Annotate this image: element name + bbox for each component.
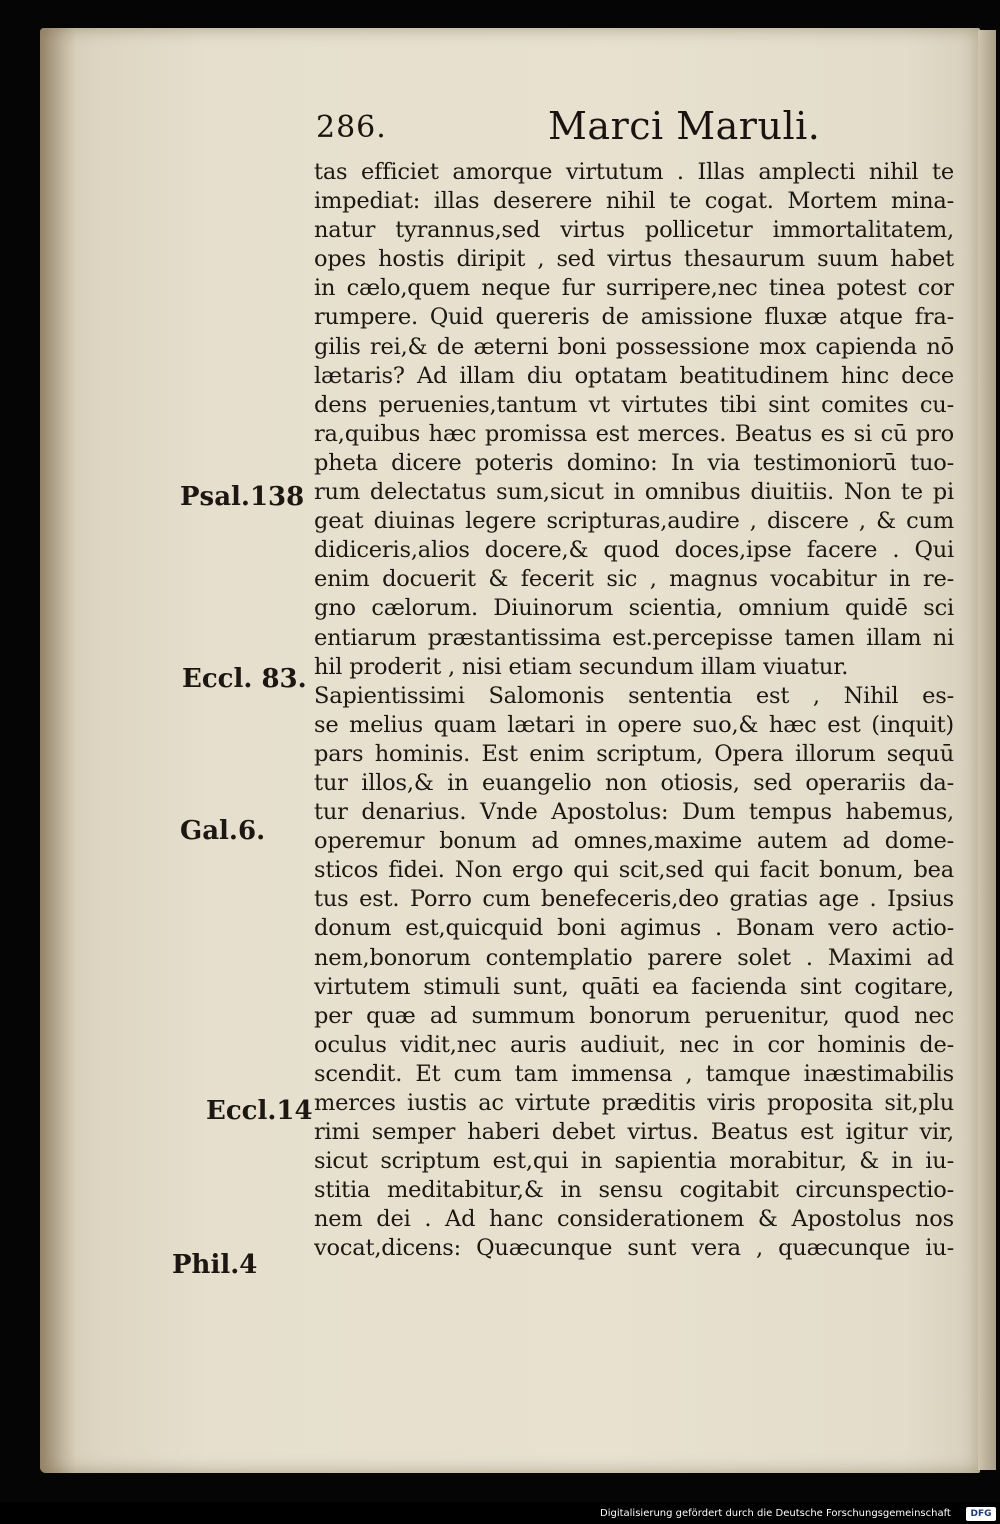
text-line: donum est,quicquid boni agimus . Bonam vero actio- — [314, 915, 954, 942]
text-line: per quæ ad summum bonorum peruenitur, quod nec — [314, 1002, 954, 1029]
text-line: rum delectatus sum,sicut in omnibus diuitiis. Non te pi — [314, 479, 954, 506]
text-line: merces iustis ac virtute præditis viris proposita sit,plu — [314, 1090, 954, 1116]
text-line: sticos fidei. Non ergo qui scit,sed qui facit bonum, bea — [314, 857, 954, 884]
text-line: natur tyrannus,sed virtus pollicetur immortalitatem, — [314, 217, 954, 244]
text-line: entiarum præstantissima est.percepisse tamen illam ni — [314, 624, 954, 651]
page-gutter-shadow — [40, 28, 76, 1473]
text-line: pheta dicere poteris domino: In via testimoniorū tuo- — [314, 449, 954, 476]
page-fore-edge — [978, 30, 996, 1470]
text-line: pars hominis. Est enim scriptum, Opera illorum sequū — [314, 740, 954, 767]
text-line: enim docuerit & fecerit sic , magnus vocabitur in re- — [314, 566, 954, 593]
running-head — [316, 104, 936, 154]
running-title: Marci Maruli. — [548, 104, 821, 148]
text-line: oculus vidit,nec auris audiuit, nec in cor hominis de- — [314, 1031, 954, 1058]
text-line: nem dei . Ad hanc considerationem & Apostolus nos — [314, 1206, 954, 1233]
text-line: gno cælorum. Diuinorum scientia, omnium quidē sci — [314, 595, 954, 622]
text-line: tur illos,& in euangelio non otiosis, sed operariis da- — [314, 769, 954, 796]
text-line: vocat,dicens: Quæcunque sunt vera , quæcunque iu- — [314, 1235, 954, 1262]
text-line: se melius quam lætari in opere suo,& hæc est (inquit) — [314, 711, 954, 738]
page-number: 286. — [316, 110, 387, 145]
text-line: dens peruenies,tantum vt virtutes tibi sint comites cu- — [314, 391, 954, 418]
margin-note-galatians: Gal.6. — [180, 816, 266, 846]
text-line: nem,bonorum contemplatio parere solet . Maximi ad — [314, 944, 954, 971]
text-line: rumpere. Quid quereris de amissione fluxæ atque fra- — [314, 304, 954, 331]
text-line: geat diuinas legere scripturas,audire , discere , & cum — [314, 508, 954, 535]
margin-note-psalm: Psal.138 — [180, 482, 305, 512]
text-line: tus est. Porro cum benefeceris,deo gratias age . Ipsius — [314, 886, 954, 913]
text-line: tas efficiet amorque virtutum . Illas amplecti nihil te — [314, 159, 954, 185]
text-line: impediat: illas deserere nihil te cogat. Mortem mina- — [314, 188, 954, 215]
text-line: scendit. Et cum tam immensa , tamque inæstimabilis — [314, 1060, 954, 1087]
text-line: sicut scriptum est,qui in sapientia morabitur, & in iu- — [314, 1148, 954, 1175]
text-line: opes hostis diripit , sed virtus thesaurum suum habet — [314, 246, 954, 273]
body-text — [314, 158, 954, 1264]
text-line: lætaris? Ad illam diu optatam beatitudinem hinc dece — [314, 362, 954, 389]
margin-note-ecclesiasticus-14: Eccl.14 — [206, 1096, 313, 1126]
dfg-logo: DFG — [966, 1507, 996, 1521]
text-line: tur denarius. Vnde Apostolus: Dum tempus habemus, — [314, 799, 954, 826]
text-line: ra,quibus hæc promissa est merces. Beatus es si cū pro — [314, 420, 954, 447]
text-line: Sapientissimi Salomonis sententia est , Nihil es- — [314, 682, 954, 709]
margin-note-ecclesiasticus-83: Eccl. 83. — [182, 664, 307, 694]
text-line: in cælo,quem neque fur surripere,nec tinea potest cor — [314, 275, 954, 302]
text-line: operemur bonum ad omnes,maxime autem ad dome- — [314, 828, 954, 855]
text-line: gilis rei,& de æterni boni possessione mox capienda nō — [314, 333, 954, 360]
text-line: hil proderit , nisi etiam secundum illam viuatur. — [314, 653, 849, 680]
margin-note-philippians: Phil.4 — [172, 1250, 258, 1280]
text-line: virtutem stimuli sunt, quāti ea facienda sint cogitare, — [314, 973, 954, 1000]
funding-credit: Digitalisierung gefördert durch die Deutsche Forschungsgemeinschaft — [600, 1508, 951, 1519]
text-line: rimi semper haberi debet virtus. Beatus est igitur vir, — [314, 1119, 954, 1146]
text-line: didiceris,alios docere,& quod doces,ipse facere . Qui — [314, 537, 954, 564]
text-line: stitia meditabitur,& in sensu cogitabit circunspectio- — [314, 1177, 954, 1204]
